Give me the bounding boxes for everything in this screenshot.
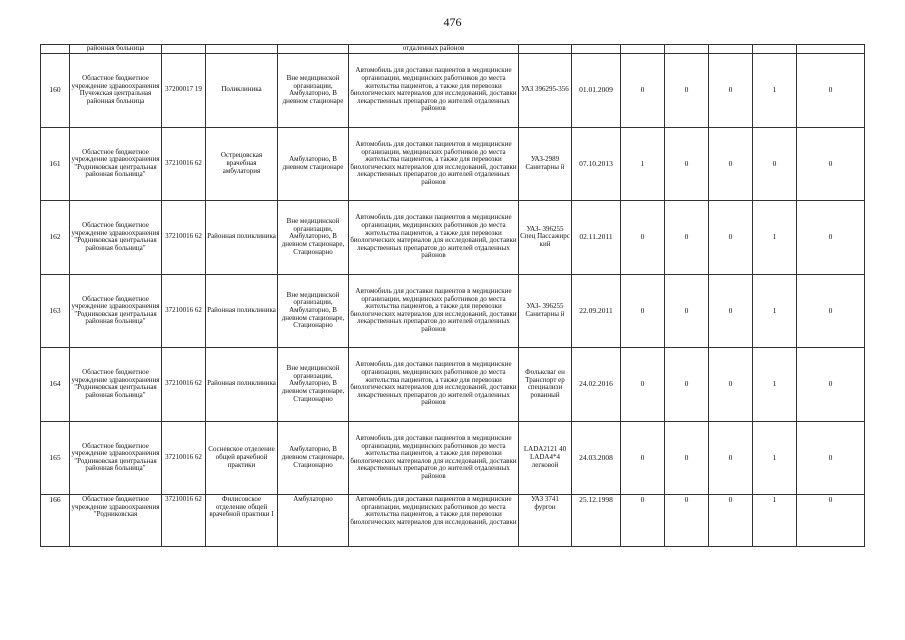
cell-count-3: 0 <box>709 127 753 201</box>
cell-count-3: 0 <box>709 421 753 495</box>
cell-count-5: 0 <box>797 348 865 422</box>
cell-count-5: 0 <box>797 54 865 128</box>
cell-date: 24.02.2016 <box>572 348 621 422</box>
cell-num: 166 <box>41 495 70 547</box>
cell-count-1: 0 <box>621 348 665 422</box>
cell-date: 24.03.2008 <box>572 421 621 495</box>
cell-care: Вне медицинской организации, Амбулаторно, В дневном стационаре, Стационарно <box>278 201 349 275</box>
cell-count-3: 0 <box>709 201 753 275</box>
cell-unit: Районная поликлиника <box>206 201 278 275</box>
cell-purpose: Автомобиль для доставки пациентов в медицинские организации, медицинских работников до места жительства пациентов, а также для перевозки биологических материалов для исследований, доставки лекарственных препаратов до жителей отдаленных районов <box>349 274 519 348</box>
cell-date: 22.09.2011 <box>572 274 621 348</box>
cell-count-3 <box>709 45 753 54</box>
cell-count-4: 1 <box>753 495 797 547</box>
cell-unit: Поликлиника <box>206 54 278 128</box>
cell-org: Областное бюджетное учреждение здравоохранения "Родниковская центральная районная больница" <box>70 127 162 201</box>
cell-num: 165 <box>41 421 70 495</box>
cell-num: 161 <box>41 127 70 201</box>
cell-num <box>41 45 70 54</box>
table-row <box>41 348 865 422</box>
cell-care: Вне медицинской организации, Амбулаторно, В дневном стационаре, Стационарно <box>278 274 349 348</box>
table-row <box>41 421 865 495</box>
cell-unit: Острецовская врачебная амбулатория <box>206 127 278 201</box>
cell-num: 163 <box>41 274 70 348</box>
cell-unit <box>206 45 278 54</box>
cell-vehicle: Фольксваг ен Транспорт ер специализи рованный <box>519 348 572 422</box>
cell-care: Амбулаторно, В дневном стационаре, Стационарно <box>278 421 349 495</box>
table-row-continuation <box>41 45 865 54</box>
cell-purpose: Автомобиль для доставки пациентов в медицинские организации, медицинских работников до места жительства пациентов, а также для перевозки биологических материалов для исследований, доставки лекарственных препаратов до жителей отдаленных районов <box>349 201 519 275</box>
cell-count-4 <box>753 45 797 54</box>
cell-count-4: 1 <box>753 54 797 128</box>
cell-count-5: 0 <box>797 127 865 201</box>
cell-purpose: Автомобиль для доставки пациентов в медицинские организации, медицинских работников до места жительства пациентов, а также для перевозки биологических материалов для исследований, доставки лекарственных препаратов до жителей отдаленных районов <box>349 54 519 128</box>
cell-code: 37210016 62 <box>162 495 206 547</box>
cell-unit: Филисовское отделение общей врачебной практики I <box>206 495 278 547</box>
cell-count-3: 0 <box>709 274 753 348</box>
cell-unit: Районная поликлиника <box>206 274 278 348</box>
cell-care <box>278 45 349 54</box>
table-row <box>41 495 865 547</box>
cell-care: Вне медицинской организации, Амбулаторно, В дневном стационаре, Стационарно <box>278 348 349 422</box>
cell-code: 37210016 62 <box>162 274 206 348</box>
cell-count-2: 0 <box>665 54 709 128</box>
cell-count-4: 1 <box>753 348 797 422</box>
cell-count-5: 0 <box>797 274 865 348</box>
cell-purpose: Автомобиль для доставки пациентов в медицинские организации, медицинских работников до места жительства пациентов, а также для перевозки биологических материалов для исследований, доставки лекарственных препаратов до жителей отдаленных районов <box>349 348 519 422</box>
cell-code <box>162 45 206 54</box>
cell-org: Областное бюджетное учреждение здравоохранения "Родниковская центральная районная больница" <box>70 201 162 275</box>
cell-code: 37200017 19 <box>162 54 206 128</box>
cell-org: Областное бюджетное учреждение здравоохранения "Родниковская <box>70 495 162 547</box>
page-number: 476 <box>443 15 462 29</box>
cell-count-2: 0 <box>665 348 709 422</box>
cell-count-5 <box>797 45 865 54</box>
cell-count-1: 0 <box>621 274 665 348</box>
cell-num: 160 <box>41 54 70 128</box>
cell-count-1 <box>621 45 665 54</box>
cell-count-4: 0 <box>753 127 797 201</box>
cell-count-4: 1 <box>753 201 797 275</box>
cell-code: 37210016 62 <box>162 421 206 495</box>
cell-org: Областное бюджетное учреждение здравоохранения "Родниковская центральная районная больница" <box>70 348 162 422</box>
cell-count-3: 0 <box>709 348 753 422</box>
cell-count-4: 1 <box>753 421 797 495</box>
cell-count-3: 0 <box>709 54 753 128</box>
cell-purpose: Автомобиль для доставки пациентов в медицинские организации, медицинских работников до места жительства пациентов, а также для перевозки биологических материалов для исследований, доставки лекарственных препаратов до жителей отдаленных районов <box>349 421 519 495</box>
cell-code: 37210016 62 <box>162 201 206 275</box>
cell-date: 02.11.2011 <box>572 201 621 275</box>
cell-purpose: Автомобиль для доставки пациентов в медицинские организации, медицинских работников до места жительства пациентов, а также для перевозки биологических материалов для исследований, доставки лекарственных препаратов до жителей отдаленных районов <box>349 127 519 201</box>
cell-org: Областное бюджетное учреждение здравоохранения Пучежская центральная районная больница <box>70 54 162 128</box>
cell-count-5: 0 <box>797 421 865 495</box>
cell-vehicle: УАЗ- 396255 Спец Пассажирс кий <box>519 201 572 275</box>
cell-care: Вне медицинской организации, Амбулаторно, В дневном стационаре <box>278 54 349 128</box>
cell-count-3: 0 <box>709 495 753 547</box>
table-row <box>41 201 865 275</box>
cell-count-1: 0 <box>621 201 665 275</box>
table-row <box>41 127 865 201</box>
cell-code: 37210016 62 <box>162 127 206 201</box>
cell-vehicle: LADA2121 40 LADA4*4 легковой <box>519 421 572 495</box>
cell-org: районная больница <box>70 45 162 54</box>
cell-count-2: 0 <box>665 127 709 201</box>
cell-count-2: 0 <box>665 421 709 495</box>
cell-count-2: 0 <box>665 495 709 547</box>
cell-purpose: отдаленных районов <box>349 45 519 54</box>
cell-care: Амбулаторно <box>278 495 349 547</box>
cell-count-2: 0 <box>665 274 709 348</box>
cell-count-2: 0 <box>665 201 709 275</box>
cell-unit: Сосневское отделение общей врачебной практики <box>206 421 278 495</box>
cell-vehicle: УАЗ 396295-356 <box>519 54 572 128</box>
cell-count-1: 0 <box>621 421 665 495</box>
cell-org: Областное бюджетное учреждение здравоохранения "Родниковская центральная районная больница" <box>70 421 162 495</box>
table-row <box>41 274 865 348</box>
cell-count-1: 1 <box>621 127 665 201</box>
cell-purpose: Автомобиль для доставки пациентов в медицинские организации, медицинских работников до места жительства пациентов, а также для перевозки биологических материалов для исследований, доставки <box>349 495 519 547</box>
cell-count-1: 0 <box>621 495 665 547</box>
vehicle-register-table <box>40 44 865 547</box>
cell-date: 01.01.2009 <box>572 54 621 128</box>
cell-date <box>572 45 621 54</box>
cell-date: 07.10.2013 <box>572 127 621 201</box>
cell-unit: Районная поликлиника <box>206 348 278 422</box>
cell-vehicle: УАЗ-2989 Санитарны й <box>519 127 572 201</box>
cell-org: Областное бюджетное учреждение здравоохранения "Родниковская центральная районная больница" <box>70 274 162 348</box>
cell-date: 25.12.1998 <box>572 495 621 547</box>
cell-count-4: 1 <box>753 274 797 348</box>
cell-count-5: 0 <box>797 201 865 275</box>
cell-count-5: 0 <box>797 495 865 547</box>
cell-count-2 <box>665 45 709 54</box>
cell-care: Амбулаторно, В дневном стационаре <box>278 127 349 201</box>
cell-vehicle <box>519 45 572 54</box>
table-row <box>41 54 865 128</box>
cell-count-1: 0 <box>621 54 665 128</box>
cell-code: 37210016 62 <box>162 348 206 422</box>
cell-num: 162 <box>41 201 70 275</box>
cell-vehicle: УАЗ- 396255 Санитарны й <box>519 274 572 348</box>
cell-num: 164 <box>41 348 70 422</box>
cell-vehicle: УАЗ 3741 фургон <box>519 495 572 547</box>
